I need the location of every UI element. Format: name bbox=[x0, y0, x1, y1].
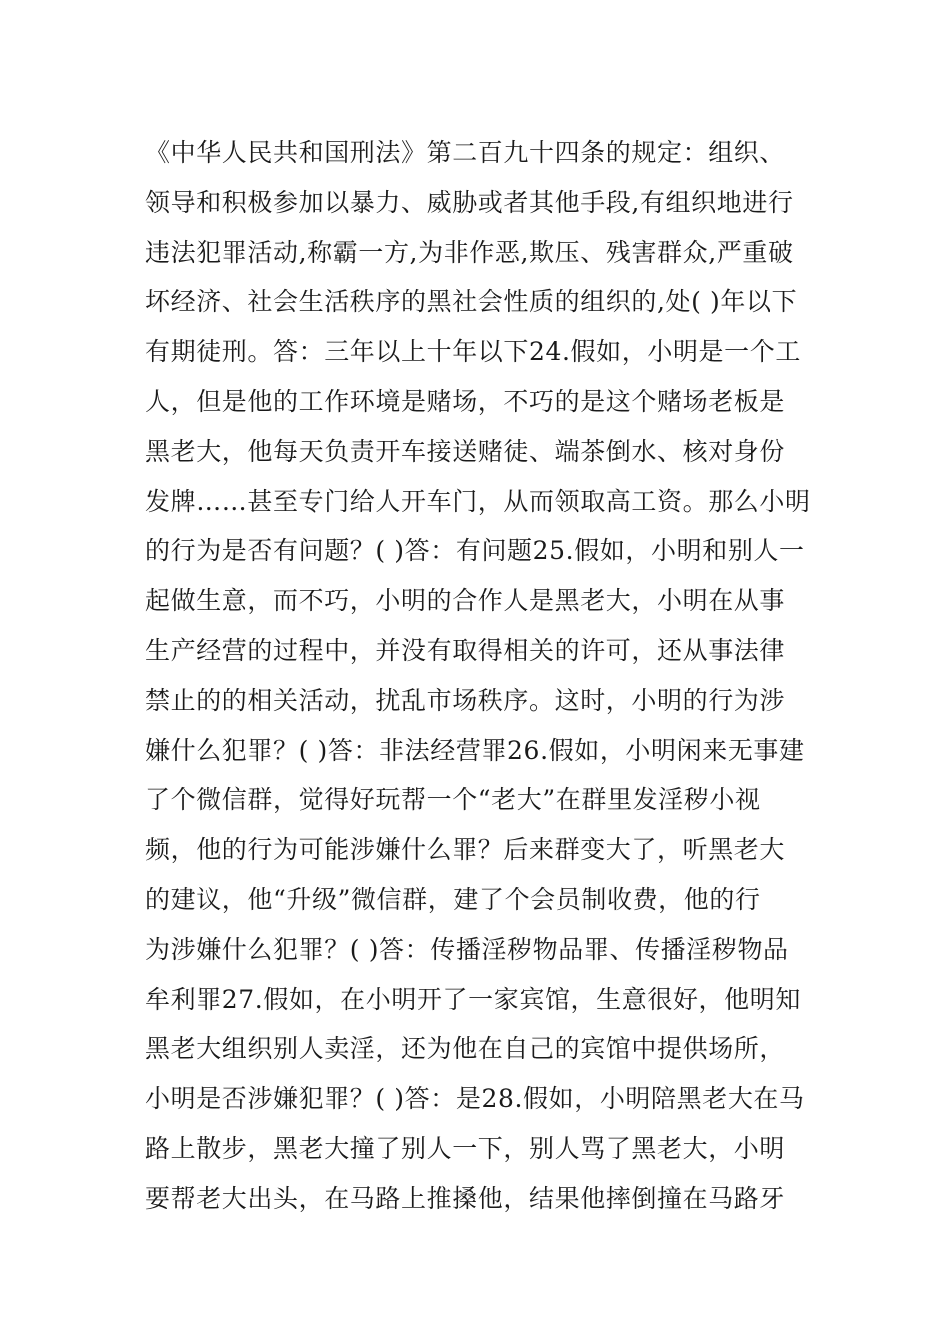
text-line: 有期徒刑。答：三年以上十年以下24.假如，小明是一个工 bbox=[145, 337, 801, 367]
document-body bbox=[145, 128, 825, 1224]
text-line: 的行为是否有问题？( )答：有问题25.假如，小明和别人一 bbox=[145, 536, 805, 566]
text-line: 的建议，他“升级”微信群，建了个会员制收费，他的行 bbox=[145, 884, 761, 914]
text-line: 了个微信群，觉得好玩帮一个“老大”在群里发淫秽小视 bbox=[145, 785, 761, 815]
text-line: 违法犯罪活动,称霸一方,为非作恶,欺压、残害群众,严重破 bbox=[145, 237, 794, 267]
text-line: 坏经济、社会生活秩序的黑社会性质的组织的,处( )年以下 bbox=[145, 287, 798, 317]
text-line: 人，但是他的工作环境是赌场，不巧的是这个赌场老板是 bbox=[145, 386, 786, 416]
text-line: 路上散步，黑老大撞了别人一下，别人骂了黑老大，小明 bbox=[145, 1133, 786, 1163]
text-line: 黑老大，他每天负责开车接送赌徒、端茶倒水、核对身份 bbox=[145, 436, 786, 466]
text-line: 起做生意，而不巧，小明的合作人是黑老大，小明在从事 bbox=[145, 586, 786, 616]
text-line: 领导和积极参加以暴力、威胁或者其他手段,有组织地进行 bbox=[145, 187, 794, 217]
text-line: 为涉嫌什么犯罪？( )答：传播淫秽物品罪、传播淫秽物品 bbox=[145, 934, 789, 964]
text-line: 《中华人民共和国刑法》第二百九十四条的规定：组织、 bbox=[145, 138, 786, 167]
text-line: 嫌什么犯罪？( )答：非法经营罪26.假如，小明闲来无事建 bbox=[145, 735, 805, 765]
text-line: 牟利罪27.假如，在小明开了一家宾馆，生意很好，他明知 bbox=[145, 984, 801, 1014]
text-line: 生产经营的过程中，并没有取得相关的许可，还从事法律 bbox=[145, 635, 786, 665]
text-line: 小明是否涉嫌犯罪？( )答：是28.假如，小明陪黑老大在马 bbox=[145, 1084, 805, 1114]
text-line: 禁止的的相关活动，扰乱市场秩序。这时，小明的行为涉 bbox=[145, 685, 786, 715]
text-line: 黑老大组织别人卖淫，还为他在自己的宾馆中提供场所， bbox=[145, 1034, 786, 1064]
text-line: 要帮老大出头，在马路上推搡他，结果他摔倒撞在马路牙 bbox=[145, 1183, 786, 1213]
text-line: 频，他的行为可能涉嫌什么罪？后来群变大了，听黑老大 bbox=[145, 835, 786, 865]
text-line: 发牌……甚至专门给人开车门，从而领取高工资。那么小明 bbox=[145, 486, 811, 516]
